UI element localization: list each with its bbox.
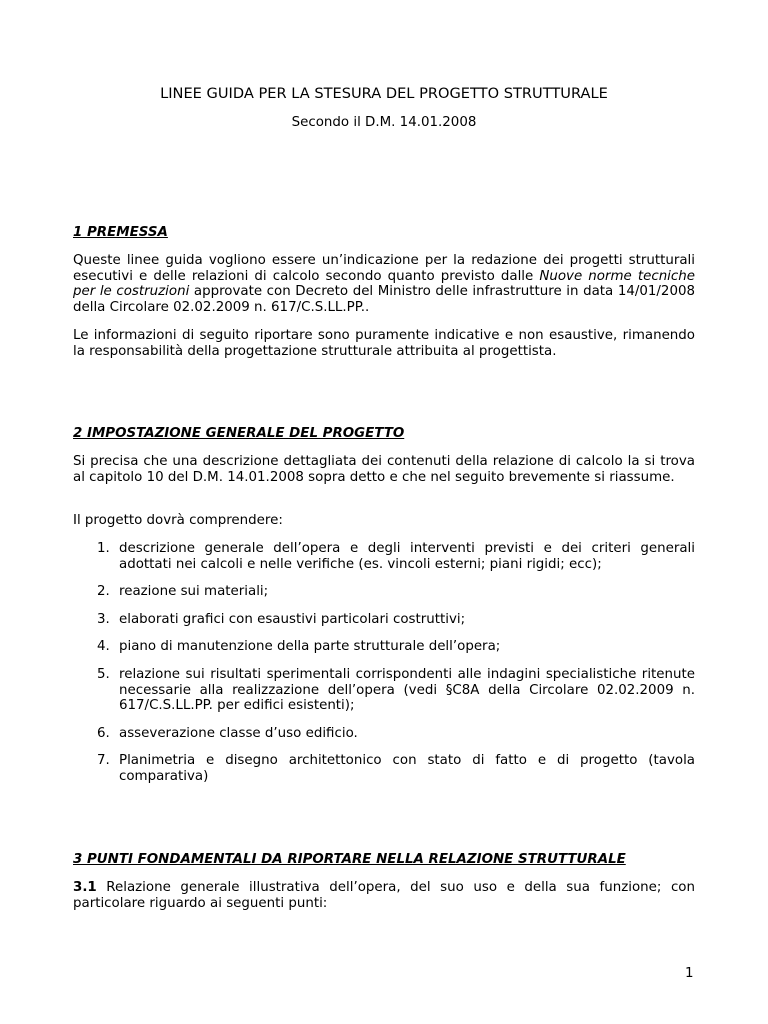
page-number: 1 <box>685 966 694 981</box>
paragraph-text: Queste linee guida vogliono essere un’indicazione per la redazione dei progetti strutturali esecutivi e delle relazioni di calcolo secondo quanto previsto dalle <box>73 253 695 284</box>
list-item-text: relazione sui risultati sperimentali corrispondenti alle indagini specialistiche ritenute necessarie alla realizzazione dell’opera (vedi §C8A della Circolare 02.02.2009 n. 617/C.S.LL.PP. per edifici esistenti); <box>119 666 695 714</box>
list-item <box>73 667 695 714</box>
numbered-list <box>73 541 695 797</box>
list-item-text: reazione sui materiali; <box>119 584 269 600</box>
list-item <box>73 726 695 742</box>
list-item-text: piano di manutenzione della parte strutturale dell’opera; <box>119 639 501 655</box>
list-item-number: 1. <box>97 541 110 556</box>
paragraph: Le informazioni di seguito riportare sono puramente indicative e non esaustive, rimanendo la responsabilità della progettazione strutturale attribuita al progettista. <box>73 328 695 359</box>
section-impostazione <box>73 426 695 442</box>
paragraph-text: Relazione generale illustrativa dell’opera, del suo uso e della sua funzione; con particolare riguardo ai seguenti punti: <box>73 880 695 911</box>
paragraph <box>73 880 695 911</box>
list-item-number: 7. <box>97 753 110 769</box>
list-item-text: asseverazione classe d’uso edificio. <box>119 725 358 741</box>
list-item-number: 4. <box>97 639 110 655</box>
section-heading: 1 PREMESSA <box>73 225 168 240</box>
document-subtitle: Secondo il D.M. 14.01.2008 <box>291 115 477 130</box>
list-item-number: 3. <box>97 611 110 627</box>
list-item-number: 6. <box>97 725 110 741</box>
paragraph-text: approvate con Decreto del Ministro delle infrastrutture in data 14/01/2008 della Circolare 02.02.2009 n. 617/C.S.LL.PP.. <box>73 284 696 315</box>
list-item <box>73 753 695 784</box>
list-item <box>73 584 695 600</box>
list-item-text: elaborati grafici con esaustivi particolari costruttivi; <box>119 611 466 627</box>
subsection-number: 3.1 <box>73 880 97 895</box>
paragraph: Si precisa che una descrizione dettagliata dei contenuti della relazione di calcolo la si trova al capitolo 10 del D.M. 14.01.2008 sopra detto e che nel seguito brevemente si riassume. <box>73 454 695 485</box>
list-item-text: Planimetria e disegno architettonico con stato di fatto e di progetto (tavola comparativa) <box>119 753 695 784</box>
paragraph-italic-text: Nuove norme tecniche per le costruzioni <box>73 268 695 300</box>
document-title: LINEE GUIDA PER LA STESURA DEL PROGETTO STRUTTURALE <box>160 85 608 102</box>
list-item-number: 2. <box>97 584 110 600</box>
list-item <box>73 612 695 628</box>
list-item <box>73 639 695 655</box>
section-premessa <box>73 225 695 241</box>
section-heading: 2 IMPOSTAZIONE GENERALE DEL PROGETTO <box>73 426 405 441</box>
paragraph: Il progetto dovrà comprendere: <box>73 513 283 528</box>
section-heading: 3 PUNTI FONDAMENTALI DA RIPORTARE NELLA RELAZIONE STRUTTURALE <box>73 852 626 867</box>
list-item <box>73 541 695 572</box>
section-punti-fondamentali <box>73 852 695 868</box>
list-item-number: 5. <box>97 666 110 682</box>
paragraph <box>73 253 695 315</box>
list-item-text: descrizione generale dell’opera e degli interventi previsti e dei criteri generali adottati nei calcoli e nelle verifiche (es. vincoli esterni; piani rigidi; ecc); <box>119 541 695 572</box>
